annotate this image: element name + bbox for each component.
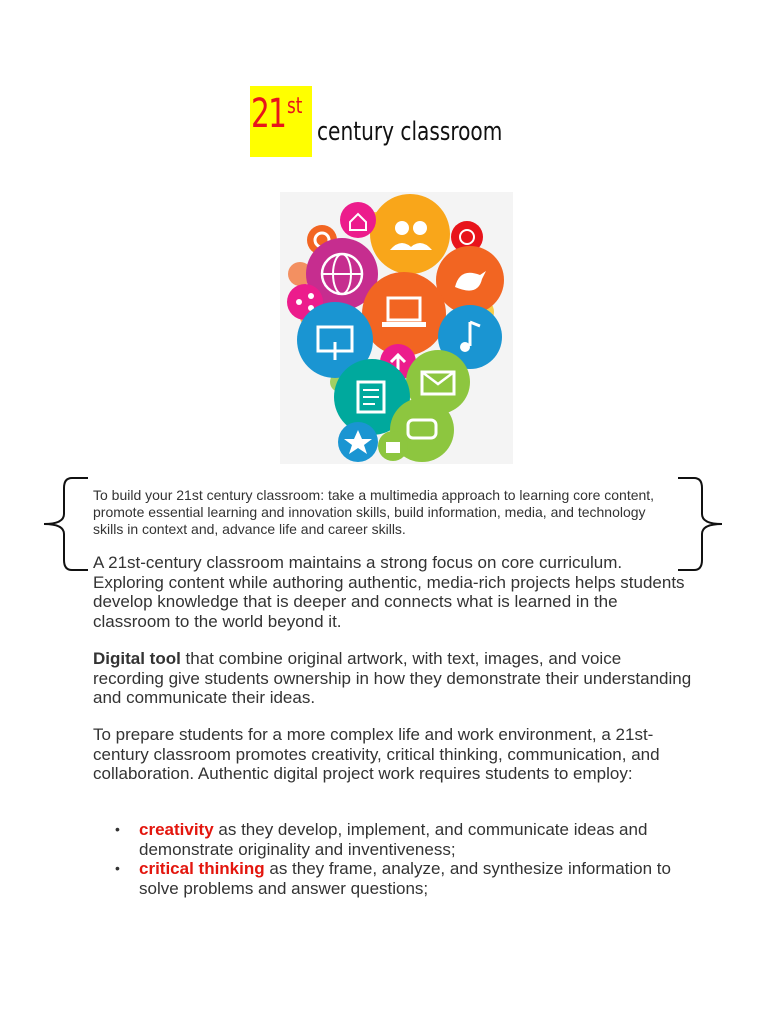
title-text: century classroom — [317, 117, 503, 147]
skill-term-critical-thinking: critical thinking — [139, 859, 265, 879]
title-number: 21 — [251, 91, 286, 137]
paragraph-digital-tool — [93, 649, 693, 708]
digital-tool-text: that combine original artwork, with text, images, and voice recording give students ownership in how they demonstrate their understanding and communicate their ideas. — [93, 649, 692, 708]
list-item — [93, 859, 693, 898]
skills-list — [93, 820, 693, 899]
title-superscript: st — [287, 94, 303, 119]
laptop-icon — [362, 272, 446, 356]
skill-description: as they develop, implement, and communicate ideas and demonstrate originality and inventiveness; — [139, 820, 648, 859]
skill-term-creativity: creativity — [139, 820, 214, 839]
left-brace — [42, 476, 88, 572]
bullet-marker: • — [115, 821, 120, 837]
icon-bubbles — [280, 192, 513, 464]
paragraph-core-curriculum: A 21st-century classroom maintains a strong focus on core curriculum. Exploring content while authoring authentic, media-rich projects helps students develop knowledge that is deeper and connects what is learned in the classroom to the world beyond it. — [93, 553, 685, 632]
digital-tool-term: Digital tool — [93, 649, 181, 668]
skill-description: as they frame, analyze, and synthesize information to solve problems and answer questions; — [139, 859, 671, 899]
bullet-marker: • — [115, 860, 120, 877]
home-icon — [340, 202, 376, 238]
page-title — [250, 86, 550, 158]
paragraph-prepare-students: To prepare students for a more complex life and work environment, a 21st-century classroom promotes creativity, critical thinking, communication, and collaboration. Authentic digital project work requires students to employ: — [93, 725, 660, 784]
people-icon — [370, 194, 450, 274]
list-item — [93, 820, 693, 859]
bird-icon — [436, 246, 504, 314]
intro-text: To build your 21st century classroom: take a multimedia approach to learning core content, promote essential learning and innovation skills, build information, media, and technology skills in context and, advance life and career skills. — [93, 487, 655, 537]
lightbulb-illustration — [280, 192, 513, 464]
shopping-bag-icon — [378, 431, 408, 461]
star-icon — [338, 422, 378, 462]
